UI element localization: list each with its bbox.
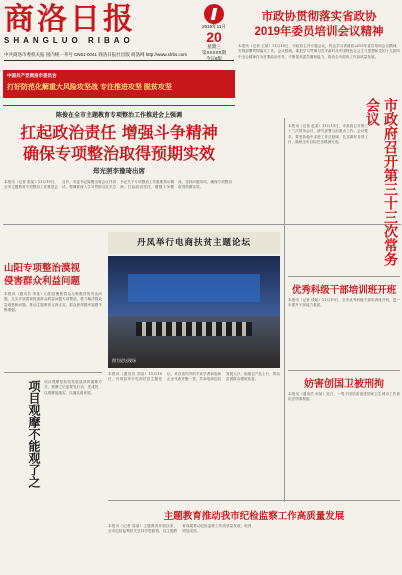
banner-line1: 中国共产党商洛市委员会 [7, 73, 57, 78]
bottom-title: 主题教育推动我市纪检监察工作高质量发展 [163, 511, 345, 522]
commentary-body: 项目观摩是检验发展成效的重要方式，观摩之后更要见行动、见成效，以观摩促落实，以落实促发展。 [44, 380, 102, 395]
lead-kicker: 陈俊在全市主题教育专项整治工作推进会上强调 [55, 112, 182, 119]
cadre-rule [288, 276, 400, 277]
photo-screen [128, 274, 260, 302]
bottom-body: 本报讯（记者 周某）主题教育开展以来，全市纪检监察机关坚持学思践悟，以主题教育成果推动纪检监察工作高质量发展，取得明显成效。 [108, 524, 252, 534]
masthead [4, 4, 192, 50]
crack-title: 妨害创国卫被刑拘 [304, 379, 384, 390]
date-issue: 第XXXXX期 [201, 50, 226, 55]
top-right-title2: 2019年委员培训会议精神 [254, 26, 384, 38]
date-day: 20 [206, 29, 222, 45]
date-box [196, 4, 232, 66]
masthead-title: 商洛日报 [4, 2, 136, 37]
top-banner [3, 70, 235, 98]
forum-photo [108, 256, 280, 368]
lead-headline [3, 122, 235, 164]
lead-subtitle: 郑光照李豫琦出席 [93, 167, 145, 175]
right-col-body: 本报讯（记者 赵某）11月19日，市政府召开第三十三次常务会议，研究部署当前重点工作。会议要求，要坚持稳中求进工作总基调，扎实做好各项工作，确保全年目标任务圆满完成。 [288, 124, 368, 145]
forum-title: 丹凤举行电商扶贫主题论坛 [136, 238, 251, 248]
left-mid-title2: 侵害群众利益问题 [4, 276, 81, 287]
commentary-rule [4, 372, 102, 373]
right-col-vertical-title: 市政府召开第三十三次常务会议 [365, 98, 399, 266]
top-right-headline [238, 10, 400, 40]
date-weekday: 星期三 [207, 44, 221, 49]
right-col-divider [284, 118, 285, 502]
left-mid-body: 本报讯（通讯员 李某）山阳县聚焦群众反映强烈的突出问题，扎实开展漠视侵害群众利益问题专项整治，着力解决群众急难愁盼问题，推动主题教育走深走实，群众获得感幸福感不断增强。 [4, 292, 102, 313]
commentary-title: 项目观摩不能观了之 [27, 380, 41, 488]
date-pages: 今日8版 [205, 56, 222, 61]
top-right-body: 本报讯（记者 王某）11月19日，市政协召开专题会议，传达学习省政协2019年委员培训会议精神，安排部署贯彻落实工作。会议强调，要把学习贯彻习近平新时代中国特色社会主义思想和党的十九届四中全会精神作为首要政治任务，不断提高委员履职能力，推动全市政协工作高质量发展。 [238, 44, 400, 59]
date-year-month: 2019年11月 [202, 24, 226, 29]
cadre-body: 本报讯（记者 钱某）11月19日，全市优秀科级干部培训班开班，进一步提升干部能力素质。 [288, 298, 400, 308]
masthead-pinyin: SHANGLUO RIBAO [4, 36, 134, 45]
lead-title2: 确保专项整治取得预期实效 [22, 144, 215, 163]
newspaper-logo-icon [204, 4, 224, 24]
bottom-rule [108, 500, 400, 501]
lead-rule [3, 105, 235, 106]
masthead-info2: 国内统一刊号 CN61-0041 商洛日报社出版 [45, 52, 130, 57]
lead-title1: 扛起政治责任 增强斗争精神 [20, 123, 218, 142]
lead-body: 本报讯（记者 张某）11月19日，全市主题教育专项整治工作推进会召开。市委书记陈俊出席会议并讲话，强调要深入学习贯彻习近平总书记关于专项整治工作重要指示精神，扛起政治责任，增强斗争精神，坚持问题导向，确保专项整治取得预期实效。 [4, 180, 232, 190]
masthead-info1: 中共商洛市委机关报 [4, 52, 45, 57]
crack-rule [288, 370, 400, 371]
forum-body: 本报讯（通讯员 刘某）11月18日，丹凤县举行电商扶贫主题论坛，来自省内外的专家学者和电商企业代表齐聚一堂，共商电商扶贫发展大计，助推农产品上行，带动贫困群众增收致富。 [108, 372, 280, 382]
cadre-title: 优秀科级干部培训班开班 [291, 285, 397, 296]
left-mid-headline [4, 262, 102, 288]
left-mid-title1: 山阳专项整治漠视 [4, 263, 81, 274]
banner-line2: 打好防范化解重大风险攻坚战 专注推进攻坚 脱贫攻坚 [7, 84, 172, 91]
photo-caption: 图为论坛现场 [112, 358, 136, 363]
photo-people [136, 322, 252, 336]
top-right-title1: 市政协贯彻落实省政协 [261, 11, 377, 23]
crack-body: 本报讯（通讯员 孙某）近日，一男子因妨害创建国家卫生城市工作被依法刑事拘留。 [288, 392, 400, 402]
masthead-info3: 商洛网 http://www.slrbs.com [131, 52, 188, 57]
